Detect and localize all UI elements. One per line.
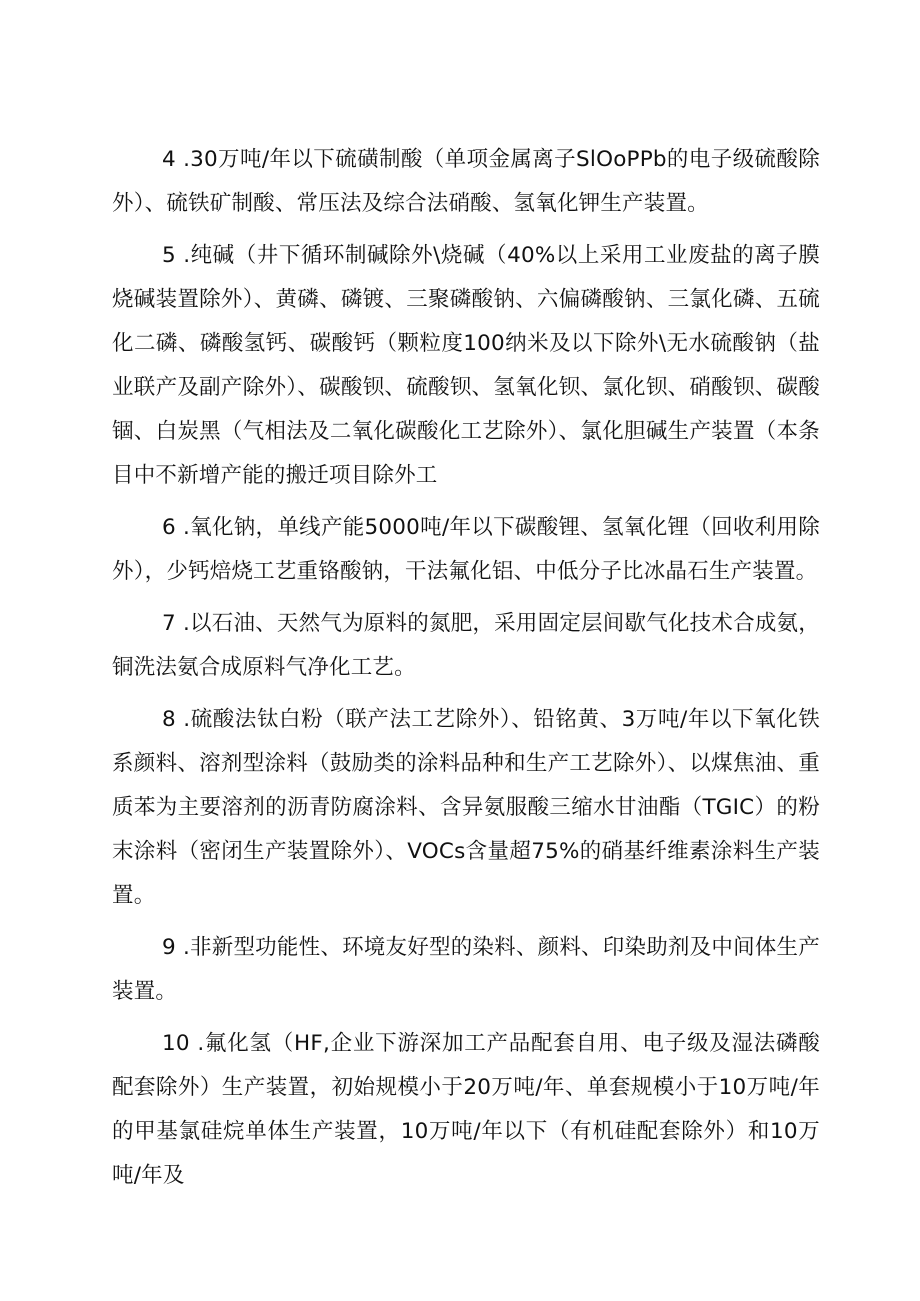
list-item-4: 4 .30万吨/年以下硫磺制酸（单项金属离子SlOoPPb的电子级硫酸除外）、硫铁矿制酸、常压法及综合法硝酸、氢氧化钾生产装置。	[112, 147, 820, 216]
list-item-9: 9 .非新型功能性、环境友好型的染料、颜料、印染助剂及中间体生产装置。	[112, 935, 820, 1004]
list-item-5: 5 .纯碱（井下循环制碱除外\烧碱（40%以上采用工业废盐的离子膜烧碱装置除外）、黄磷、磷镀、三聚磷酸钠、六偏磷酸钠、三氯化磷、五硫化二磷、磷酸氢钙、碳酸钙（颗粒度100纳米及以下除外\无水硫酸钠（盐业联产及副产除外）、碳酸钡、硫酸钡、氢氧化钡、氯化钡、硝酸钡、碳酸锢、白炭黑（气相法及二氧化碳酸化工艺除外）、氯化胆碱生产装置（本条目中不新增产能的搬迁项目除外工	[112, 243, 820, 488]
list-item-7: 7 .以石油、天然气为原料的氮肥，采用固定层间歇气化技术合成氨，铜洗法氨合成原料气净化工艺。	[112, 611, 820, 680]
list-item-8: 8 .硫酸法钛白粉（联产法工艺除外）、铅铭黄、3万吨/年以下氧化铁系颜料、溶剂型涂料（鼓励类的涂料品种和生产工艺除外）、以煤焦油、重质苯为主要溶剂的沥青防腐涂料、含异氨服酸三缩水甘油酯（TGIC）的粉末涂料（密闭生产装置除外）、VOCs含量超75%的硝基纤维素涂料生产装置。	[112, 707, 820, 908]
list-item-6: 6 .氧化钠，单线产能5000吨/年以下碳酸锂、氢氧化锂（回收利用除外），少钙焙烧工艺重铬酸钠，干法氟化铝、中低分子比冰晶石生产装置。	[112, 515, 820, 584]
list-item-10: 10 .氟化氢（HF,企业下游深加工产品配套自用、电子级及湿法磷酸配套除外）生产装置，初始规模小于20万吨/年、单套规模小于10万吨/年的甲基氯硅烷单体生产装置，10万吨/年以下（有机硅配套除外）和10万吨/年及	[112, 1031, 820, 1188]
